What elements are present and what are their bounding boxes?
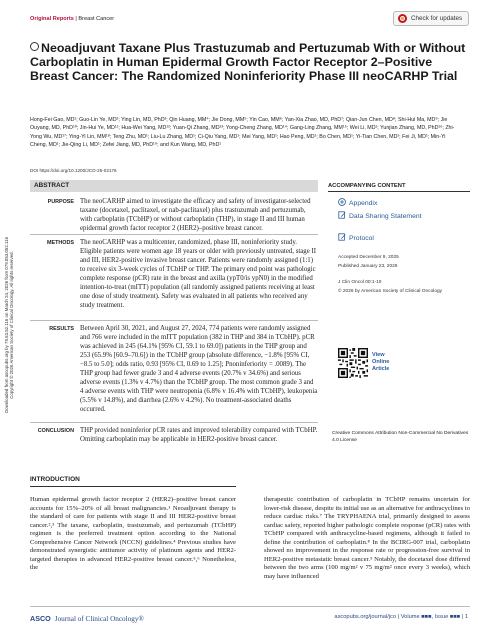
- journal-brand: [30, 614, 144, 623]
- intro-column-left: Human epidermal growth factor receptor 2 (HER2)–positive breast cancer accounts for 15%–20% of all breast malignancies.¹ Neoadjuvant therapy is the standard of care for patients with stage II and III HER2-positive breast cancer.²,³ The taxane, carboplatin, trastuzumab, and pertuzumab (TCbHP) regimen is the preferred treatment option according to the National Comprehensive Cancer Network (NCCN) guidelines.⁴ Previous studies have demonstrated synergistic antitumor activity of platinum agents and HER2-targeted therapies in advanced HER2-positive breast cancer.⁵,⁶ Nonetheless, the: [30, 496, 236, 571]
- sidebar-download-note: [4, 190, 28, 460]
- conclusion-label: CONCLUSION: [37, 428, 74, 434]
- check-updates-label: Check for updates: [411, 15, 463, 22]
- purpose-label: PURPOSE: [47, 199, 74, 205]
- check-for-updates-button[interactable]: [393, 11, 469, 26]
- article-title-block: [30, 42, 470, 83]
- protocol-label: Protocol: [349, 235, 374, 242]
- footer-url[interactable]: ascopubs.org/journal/jco | Volume ■■■, Issue ■■■ | 1: [334, 614, 468, 620]
- asco-logo: ASCO: [30, 614, 51, 623]
- section-label: [30, 16, 114, 22]
- author-list: Hong-Fei Gao, MD¹; Guo-Lin Ye, MD²; Ying Lin, MD, PhD³; Qin Huang, MM⁴; Jie Dong, MM⁵; Yin Cao, MM⁶; Yan-Xia Zhao, MD, PhD⁷; Qian-Jun Chen, MD⁸; Shi-Hui Ma, MD⁹; Jie Ouyang, MD, PhD¹⁰; Jin-Hui Ye, MD¹¹; Hua-Wei Yang, MD¹²; Yuan-Qi Zhang, MD¹³; Yong-Cheng Zhang, MD¹⁴; Gang-Ling Zhang, MM¹⁵; Wei Li, MD¹; Yunjian Zhang, MD, PhD¹⁶; Zhi-Yong Wu, MD¹⁷; Ying-Yi Lin, MM¹⁸; Teng Zhu, MD¹; Liu-Lu Zhang, MD¹; Ci-Qiu Yang, MD¹; Mei Yang, MD¹; Hao Peng, MD¹; Bo Chen, MD¹; Yi-Tian Chen, MD¹; Fei Ji, MD¹; Min-Yi Cheng, MD¹; Jie-Qing Li, MD¹; Zefei Jiang, MD, PhD¹⁹; and Kun Wang, MD, PhD¹: [30, 117, 455, 148]
- section-label-sep: |: [73, 16, 79, 22]
- abstract-heading: ABSTRACT: [30, 180, 318, 192]
- appendix-label: Appendix: [349, 200, 378, 207]
- copyright-note: Copyright © 2026 American Society of Clinical Oncology. All rights reserved.: [9, 251, 15, 399]
- journal-name: Journal of Clinical Oncology®: [54, 615, 144, 623]
- view-online-link[interactable]: View Online Article: [372, 352, 390, 372]
- methods-text: The neoCARHP was a multicenter, randomized, phase III, noninferiority study. Eligible patients were women age 18 years or older with previously untreated, stage II and III, HER2-positive invasive breast cancer. Patients were randomly assigned (1:1) to receive six 3-week cycles of TCbHP or THP. The primary end point was pathologic complete response (pCR) rate in the breast and axilla (ypT0/is ypN0) in the modified intention-to-treat (mITT) population (all randomly assigned patients receiving at least one dose of study treatment). Safety was evaluated in all patients who received any study treatment.: [80, 239, 317, 310]
- open-access-icon: [30, 42, 39, 51]
- plus-icon: [338, 198, 346, 206]
- citation: J Clin Oncol 00:1-10: [338, 280, 382, 285]
- crossmark-icon: [398, 14, 407, 23]
- published-date: Published January 23, 2026: [338, 264, 398, 269]
- divider: [30, 422, 318, 423]
- accompanying-heading: ACCOMPANYING CONTENT: [328, 180, 470, 192]
- data-sharing-label: Data Sharing Statement: [349, 213, 422, 220]
- results-label: RESULTS: [49, 326, 74, 332]
- section-label-strong: Original Reports: [30, 16, 74, 22]
- protocol-link[interactable]: [338, 233, 374, 244]
- doi-link[interactable]: DOI https://doi.org/10.1200/JCO-25-02176: [30, 168, 117, 173]
- data-sharing-link[interactable]: [338, 211, 458, 222]
- results-text: Between April 30, 2021, and August 27, 2024, 774 patients were randomly assigned and 766 were included in the mITT population (382 in THP and 384 in TCbHP). pCR was achieved in 245 (64.1% [95% CI, 59.1 to 69.0]) patients in the THP group and 253 (65.9% [60.9–70.6]) in the TCbHP group (absolute difference, −1.8% [95% CI, −8.5 to 5.0]; odds ratio, 0.93 [95% CI, 0.69 to 1.25]; Pnoninferiority = .0089). The THP group had fewer grade 3 and 4 adverse events (20.7% v 34.6%) and serious adverse events (1.3% v 4.7%) than the TCbHP group. The most common grade 3 and 4 adverse events with THP were neutropenia (6.8% v 16.4% with TCbHP), leukopenia (5.5% v 14.8%), and diarrhea (2.6% v 4.2%). No treatment-associated deaths occurred.: [80, 325, 318, 414]
- document-edit-icon: [338, 233, 346, 241]
- download-note: Downloaded from ascopubs.org by 79.53.52.116 on March 24, 2026 from 079.053.052.116: [4, 236, 9, 414]
- appendix-link[interactable]: [338, 198, 377, 209]
- introduction-heading: INTRODUCTION: [30, 476, 236, 487]
- document-edit-icon: [338, 211, 346, 219]
- section-label-name: Breast Cancer: [78, 16, 115, 22]
- copyright: © 2026 by American Society of Clinical Oncology: [338, 289, 443, 294]
- methods-label: METHODS: [47, 240, 74, 246]
- divider: [30, 320, 318, 321]
- divider: [30, 234, 318, 235]
- intro-column-right: therapeutic contribution of carboplatin in TCbHP remains uncertain for lower-risk disease, despite its initial use as an alternative for anthracyclines to reduce cardiac risks.⁷ The TRYPHAENA trial, primarily designed to assess cardiac safety, reported higher pathologic complete response (pCR) rates with TCbHP compared with anthracycline-based regimens, although it failed to define the contribution of carboplatin.⁸ In the BCIRG-007 trial, carboplatin showed no improvement in the response rate or progression-free survival in HER2-positive metastatic breast cancer.⁹ Notably, the docetaxel dose differed between the two arms (100 mg/m² v 75 mg/m² once every 3 weeks), which may have influenced: [264, 496, 470, 580]
- accepted-date: Accepted December 9, 2025: [338, 255, 399, 260]
- footer-divider: [30, 606, 470, 607]
- qr-code-icon[interactable]: [338, 348, 368, 378]
- purpose-text: The neoCARHP aimed to investigate the efficacy and safety of investigator-selected taxane (docetaxel, paclitaxel, or nab-paclitaxel) plus trastuzumab and pertuzumab, with carboplatin (TCbHP) or without carboplatin (THP), in stage II and III human epidermal growth factor receptor 2 (HER2)–positive breast cancer.: [80, 198, 311, 233]
- conclusion-text: THP provided noninferior pCR rates and improved tolerability compared with TCbHP. Omitting carboplatin may be applicable in HER2-positive breast cancer.: [80, 427, 318, 444]
- article-title: Neoadjuvant Taxane Plus Trastuzumab and Pertuzumab With or Without Carboplatin in Human Epidermal Growth Factor Receptor 2–Positive Breast Cancer: The Randomized Noninferiority Phase III neoCARHP Trial: [30, 41, 466, 83]
- license-text[interactable]: Creative Commons Attribution Non-Commercial No Derivatives 4.0 License: [332, 431, 469, 443]
